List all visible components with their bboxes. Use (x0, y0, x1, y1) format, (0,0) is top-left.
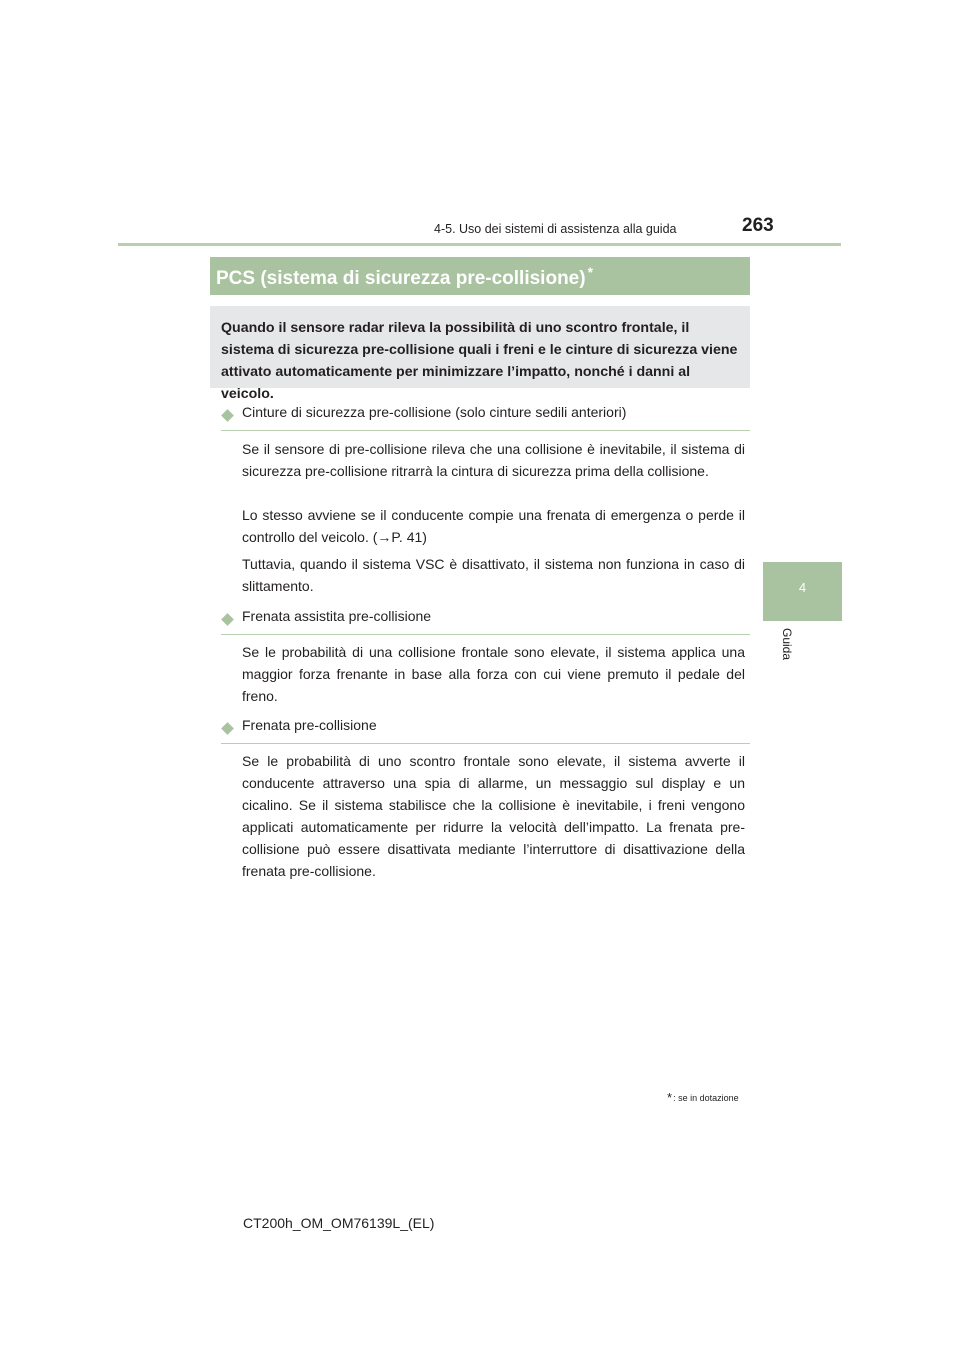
paragraph: Se le probabilità di uno scontro frontale sono elevate, il sistema avverte il conducente attraverso una spia di allarme, un messaggio sul display e un cicalino. Se il sistema stabilisce che la collisione è inevitabile, i freni vengono applicati automaticamente per ridurre la velocità dell’impatto. La frenata pre-collisione può essere disattivata mediante l’interruttore di disattivazione della frenata pre-collisione. (242, 753, 745, 879)
subsection-heading (221, 606, 750, 635)
chapter-tab-label-text: Guida (780, 628, 794, 661)
subsection-heading-text: Frenata pre-collisione (242, 717, 377, 733)
intro-box (210, 306, 750, 402)
diamond-icon (221, 722, 234, 735)
header-section-title: 4-5. Uso dei sistemi di assistenza alla guida (434, 222, 677, 236)
subsection-heading-text: Frenata assistita pre-collisione (242, 608, 432, 624)
paragraph: Lo stesso avviene se il conducente compie una frenata di emergenza o perde il controllo del veicolo. (→P. 41) (242, 507, 745, 545)
subsection-heading (221, 402, 750, 431)
subsection-heading-text: Cinture di sicurezza pre-collisione (solo cinture sedili anteriori) (242, 404, 627, 420)
footnote-star-icon: * (587, 264, 594, 280)
diamond-icon (221, 409, 234, 422)
paragraph: Se le probabilità di una collisione frontale sono elevate, il sistema applica una maggior forza frenante in base alla forza con cui viene premuto il pedale del freno. (242, 644, 745, 704)
paragraph: Tuttavia, quando il sistema VSC è disattivato, il sistema non funziona in caso di slittamento. (242, 556, 745, 594)
footnote (667, 1090, 739, 1105)
section-title (216, 264, 593, 290)
chapter-tab (763, 562, 842, 621)
header-rule (118, 243, 841, 246)
chapter-tab-label (774, 628, 814, 688)
section-title-text: PCS (sistema di sicurezza pre-collisione) (216, 268, 586, 289)
diamond-icon (221, 613, 234, 626)
page-number: 263 (742, 215, 774, 236)
footnote-text: : se in dotazione (673, 1093, 739, 1103)
subsection-heading (221, 715, 750, 744)
chapter-tab-number: 4 (798, 580, 807, 595)
section-title-bar (210, 257, 750, 295)
footnote-star-icon: * (667, 1090, 673, 1105)
paragraph: Se il sensore di pre-collisione rileva che una collisione è inevitabile, il sistema di sicurezza pre-collisione ritrarrà la cintura di sicurezza prima della collisione. (242, 441, 745, 479)
intro-text: Quando il sensore radar rileva la possibilità di uno scontro frontale, il sistema di sicurezza pre-collisione quali i freni e le cinture di sicurezza viene attivato automaticamente per minimizzare l’impatto, nonché i danni al veicolo. (221, 320, 738, 402)
document-code: CT200h_OM_OM76139L_(EL) (243, 1215, 435, 1231)
